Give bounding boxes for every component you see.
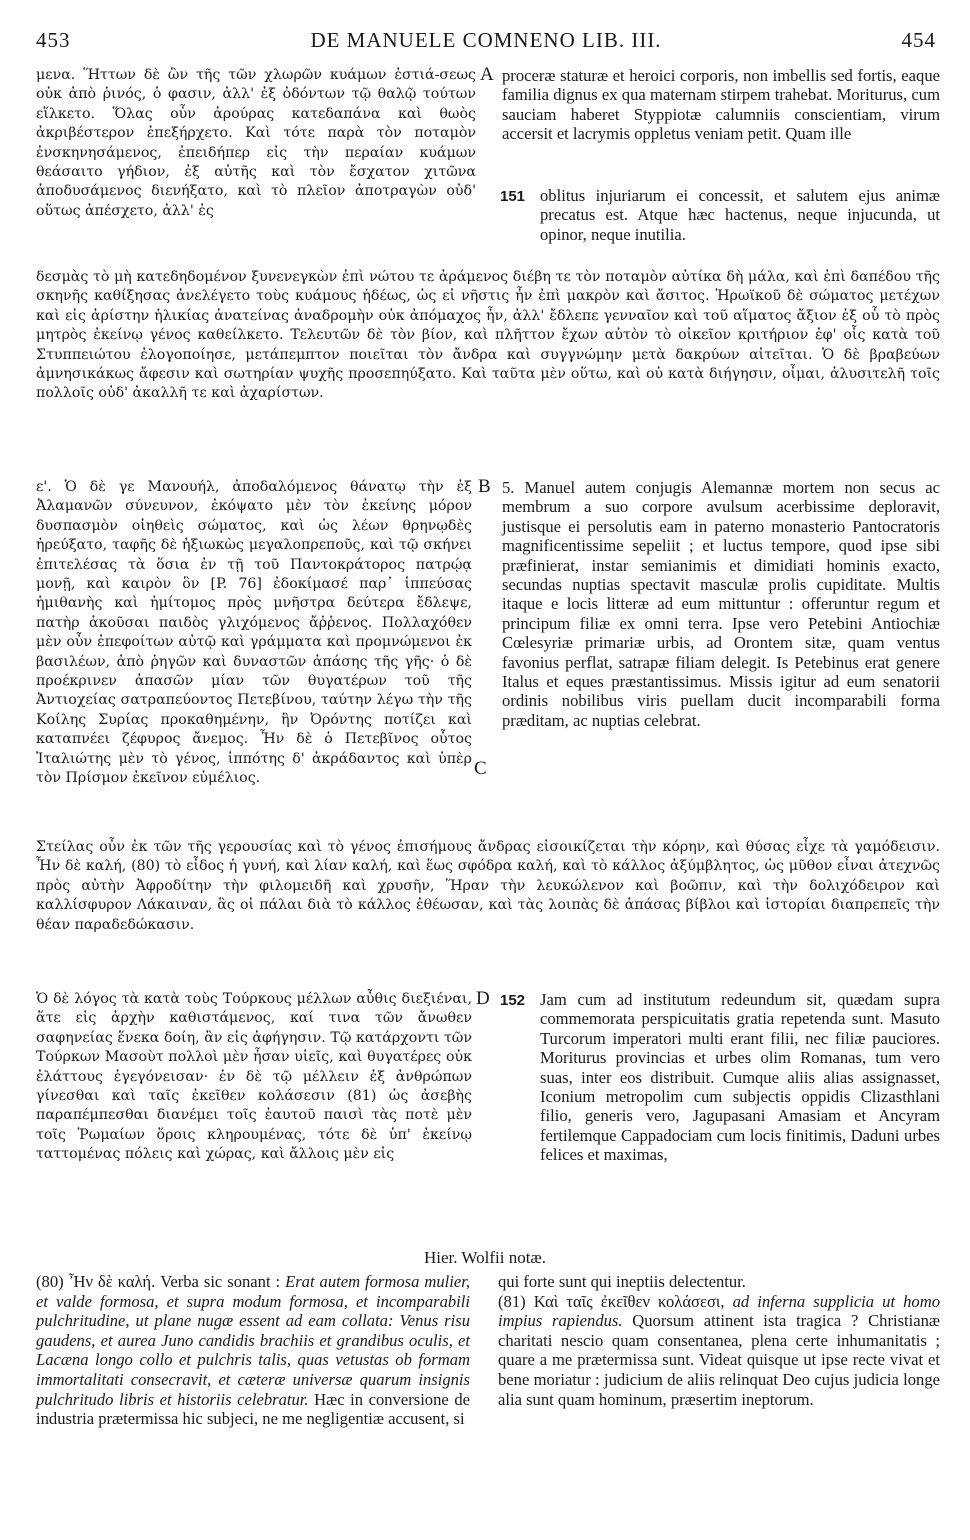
latin-paragraph-5: Jam cum ad institutum redeundum sit, quædam supra commemorata perspicuitatis gratia repetenda sunt. Masuto Turcorum imperatori multi erant filii, nec filiæ pauciores. Moriturus provincias et urbes olim Romanas, tum vero suas, inter eos distribuit. Cumque aliis alias assignasset, Iconium metropolim cum subjectis oppidis Clizasthlani filio, generis vero, Jagupasani Amasiam et Ancyram fertilemque Cappadociam cum locis finitimis, Daduni urbes felices et maximas, [540,990,940,1165]
note-80-ref: (80) Ἦν δὲ καλή. [36,1272,156,1291]
greek-paragraph-4: Στείλας οὖν ἐκ τῶν τῆς γερουσίας καὶ τὸ γένος ἐπισήμους ἄνδρας εἰσοικίζεται τὴν κόρην, καὶ θύσας εἶχε τὰ γαμόδεισιν. Ἦν δὲ καλή, (80) τὸ εἶδος ἡ γυνή, καὶ λίαν καλή, καὶ ἕως σφόδρα καλή, καὶ τὸ κάλλος ἀξύμβλητος, ὡς μῦθον εἶναι ἀτεχνῶς πρὸς αὐτὴν Ἀφροδίτην τὴν φιλομειδῆ καὶ χρυσῆν, Ἥραν τὴν λευκώλενον καὶ βοῶπιν, καὶ τὴν δολιχόδειρον καὶ καλλίσφυρον Λάκαιναν, ἃς οἱ πάλαι διὰ τὸ κάλλος ἐθέωσαν, καὶ τὰς λοιπὰς δὲ ἁπάσας βίβλοι καὶ ἱστορίαι διαπρεπεῖς τὴν θέαν παραδεδώκασιν. [36,839,940,933]
margin-letter-b: B [478,476,491,497]
running-title: DE MANUELE COMNENO LIB. III. [310,28,662,52]
section-ref-151: 151 [500,188,526,205]
margin-letter-d: D [476,988,490,1009]
greek-paragraph-3: ε'. Ὁ δὲ γε Μανουήλ, ἀποδαλόμενος θάνατῳ τὴν ἐξ Ἀλαμανῶν σύνευνον, ἐκόψατο μὲν τὸν ἐκείνης μόρον δυσπασμὸν οἰηθεὶς σώματος, καὶ ὡς λέων θρηνῳδὲς ἠρεύξατο, ταφῆς δὲ ἠξιωκὼς μεγαλοπρεποῦς, καὶ τῷ σκήνει ἐπιτελέσας τὰ ὅσια ἐν τῇ τοῦ Παντοκράτορος πατρῴᾳ μονῇ, καὶ καιρὸν ὃν [P. 76] ἐδοκίμασέ παρ᾽ ἱππεύσας ἡμιθανὴς καὶ ἡμίτομος πρὸς μνῆστρα δεύτερα ἔδλεψε, πατὴρ ἀκοῦσαι παιδὸς γλιχόμενος ἄῤῥενος. Πολλαχόθεν μὲν οὖν ἐπεφοίτων αὐτῷ καὶ γράμματα καὶ προμνώμενοι ἐκ βασιλέων, ἀπὸ ῥηγῶν καὶ δυναστῶν ἁπάσης τῆς γῆς· ὁ δὲ προέκρινεν ἁπασῶν μίαν τῶν θυγατέρων τοῦ τῆς Ἀντιοχείας σατραπεύοντος Πετεβίνου, ταύτην λέγω τὴν τῆς Κοίλης Συρίας προκαθημένην, ἣν Ὀρόντης ποτίζει καὶ καταπνέει ζέφυρος ἄνεμος. Ἦν δὲ ὁ Πετεβῖνος οὗτος Ἰταλιώτης μὲν τὸ γένος, ἱππότης δ' ἀκράδαντος καὶ ὑπὲρ τὸν Πρίσμον ἐκεῖνον εὐμέλιος. [36,479,472,787]
greek-paragraph-1: μενα. Ἥττων δὲ ὢν τῆς τῶν χλωρῶν κυάμων ἐστιά-σεως οὐκ ἀπὸ ῥινός, ὁ φασιν, ἀλλ' ἐξ ὀδόντων τῷ θαλῷ τούτων εἵλκετο. Ὅλας οὖν ἀρούρας κατεδαπάνα καὶ θωὸς ἀκριβέστερον ἐπεξήρχετο. Καὶ τότε παρὰ τὸν ποταμὸν ἐνσκηνησάμενος, ἐπειδήπερ εἰς τὴν περαίαν κυάμων θεάσαιτο γήδιον, ἐξ αὐτῆς καὶ τὸν ἔσχατον χιτῶνα ἀποδυσάμενος διενήξατο, καὶ τὸ πλεῖον ἀποτραγὼν οὐδ' οὕτως ἀπέσχετο, ἀλλ' ἐς [36,67,476,219]
greek-paragraph-5: Ὁ δὲ λόγος τὰ κατὰ τοὺς Τούρκους μέλλων αὖθις διεξιέναι, ἅτε εἰς ἀρχὴν καθιστάμενος, καί τινα τῶν ἄνωθεν σαφηνείας ἕνεκα δοίη, ἂν εἰς ἀφήγησιν. Τῷ κατάρχοντι τῶν Τούρκων Μασοὺτ πολλοὶ μὲν ἦσαν υἱεῖς, καὶ θυγατέρες οὐκ ἐλάττους ἐγεγόνεισαν· ἐν δὲ τῷ μέλλειν ἐξ ἀνθρώπων γίνεσθαι καὶ ταῖς ἐκεῖθεν κολάσεσιν (81) ὡς ἀσεβὴς παραπέμπεσθαι διανέμει τοῖς ἑαυτοῦ παισὶ τὰς ποτὲ μὲν τοῖς Ῥωμαίων ὅροις κληρουμένας, τότε δὲ ὑπ' ἐκείνῳ ταττομένας πόλεις καὶ χώρας, καὶ ἄλλοις μὲν εἰς [36,991,472,1163]
note-80-continued [498,1272,940,1409]
note-80-continuation: qui forte sunt qui ineptiis delectentur. [498,1272,746,1291]
note-80-tail: Hæc in conversione de industria prætermissa hic subjeci, ne me negligentiæ accusent, si [36,1389,470,1429]
note-81-text: Quorsum attinent ista tragica ? Christianæ charitati nescio quam consentanea, plena certe inhumanitatis ; quare a me prætermissa sunt. Videat quisque ut ipse recte vivat et bene moriatur : judicium de aliis relinquat Deo cujus judicia longe alia sunt quam hominum, præsertim ineptorum. [498,1311,940,1409]
note-80-quote: Erat autem formosa mulier, et valde formosa, et supra modum formosa, et incomparabili pulchritudine, ut plane nugæ essent ad eam collata: Venus risu gaudens, et aurea Juno candidis brachiis et grandibus oculis, et Lacæna longo collo et pulchris talis, quas vetustas ob formam immortalitati consecravit, et cæteræ universæ quarum insignis pulchritudo libris et historiis celebratur. [36,1272,470,1409]
latin-paragraph-1: proceræ staturæ et heroici corporis, non imbellis sed fortis, eaque familia dignus ex qua maternam stirpem trahebat. Moriturus, cum sauciam haberet Styppiotæ calumniis conscientiam, virum accersit et lacrymis oppletus veniam petit. Quam ille [502,66,940,144]
latin-paragraph-3: 5. Manuel autem conjugis Alemannæ mortem non secus ac membrum a suo corpore avulsum acerbissime deploravit, justisque ei persolutis eam in paterno monasterio Pantocratoris magnificentissime sepeliit ; et luctus tempore, quod ipse sibi præfinierat, instar semianimis et dimidiati hominis exacto, secundas nuptias spectavit masculæ prolis cupiditate. Multis itaque e locis litteræ ad eum mittuntur : offeruntur regum et principum filiæ ex omni terra. Ipse vero Petebini Antiochiæ Cœlesyriæ primariæ urbis, ad Orontem sitæ, quam ventus favonius perflat, satrapæ filiam delegit. Is Petebinus erat genere Italus et eques præstantissimus. Missis igitur ad eum senatorii ordinis nobilibus viris puellam ducit incomparabili forma præditam, ac nuptias celebrat. [502,478,940,730]
note-81-quote: ad inferna supplicia ut homo impius rapiendus. [498,1291,940,1331]
note-80-intro: Verba sic sonant : [160,1272,281,1291]
margin-letter-c: C [474,758,487,779]
note-80 [36,1272,470,1429]
notes-heading: Hier. Wolfii notæ. [423,1248,547,1267]
section-ref-152: 152 [500,992,526,1009]
page-number-left: 453 [36,28,71,52]
latin-paragraph-1b: oblitus injuriarum ei concessit, et salutem ejus animæ precatus est. Atque hæc hactenus, neque injucunda, ut opinor, neque inutilia. [540,186,940,244]
page-header [36,28,936,56]
page-number-right: 454 [901,28,936,52]
margin-letter-a: A [480,64,494,85]
note-81-ref: (81) Καὶ ταῖς ἐκεῖθεν κολάσεσι, [498,1291,725,1311]
greek-paragraph-2: δεσμὰς τὸ μὴ κατεδηδομένον ξυνενεγκὼν ἐπὶ νώτου τε ἀράμενος διέβη τε τὸν ποταμὸν αὐτίκα δὴ μάλα, καὶ ἐπὶ δαπέδου τῆς σκηνῆς καθίξησας ἀνελέγετο τοὺς κυάμους ἡδέως, ὡς εἰ νῆστις ἦν ἐπὶ μακρὸν καὶ ἄσιτος. Ἡρωϊκοῦ δὲ σώματος μετέχων καὶ εἰς ἀρίστην ἡλικίας ἀνατείνας ἀναδρομὴν οὐκ ἀπόμαχος ἦν, ἀλλ' ἔδλεπε γενναῖον καὶ τοῦ αἵματος ἄξιον ἐξ οὗ τὸ πρὸς μητρὸς ἐκείνῳ γένος καθείλκετο. Τελευτῶν δὲ τὸν βίον, καὶ πλῆττον ἔχων αὐτὸν τὸ οἰκεῖον κριτήριον ἐφ' οἷς κατὰ τοῦ Στυππειώτου ἐλογοποίησε, μετάπεμπτον ποιεῖται τὸν ἄνδρα καὶ συγγνώμην μετὰ δακρύων αἰτεῖται. Ὁ δὲ βραβεύων ἀμνησικάκως ἄφεσιν καὶ σωτηρίαν ψυχῆς προσεπηύξατο. Καὶ ταῦτα μὲν οὕτω, καὶ οὐ κατὰ διήγησιν, οἶμαι, ἀλυσιτελῆ τοῖς πολλοῖς οὐδ' ἀκαλλῆ τε καὶ ἀχαρίστων. [36,269,940,402]
